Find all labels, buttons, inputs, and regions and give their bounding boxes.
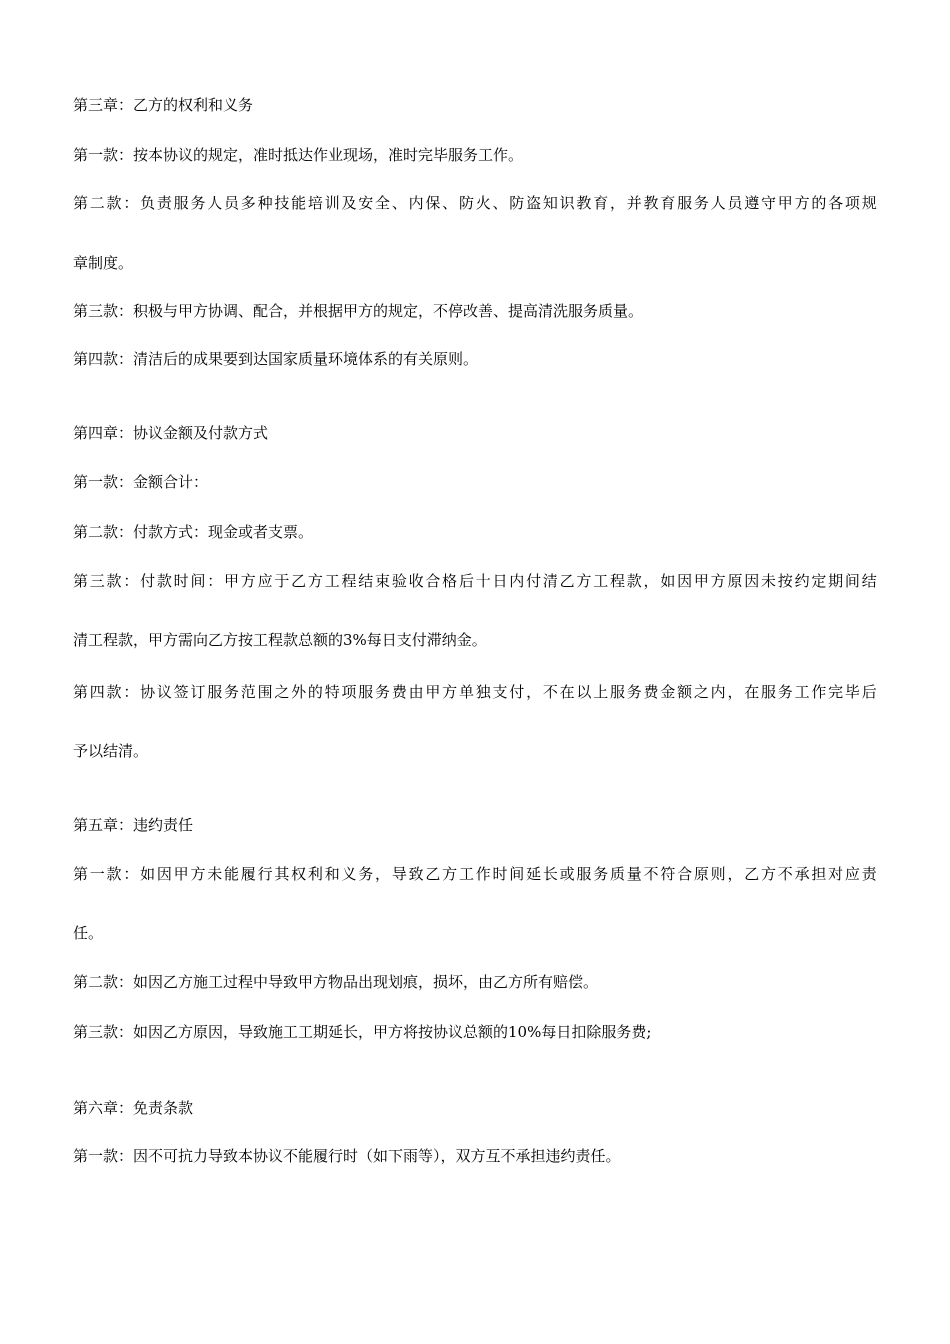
chapter-5-clause-1-line-1: 第一款：如因甲方未能履行其权利和义务，导致乙方工作时间延长或服务质量不符合原则，乙方不承担对应责 (73, 865, 877, 883)
chapter-4-clause-4-line-2: 予以结清。 (73, 742, 149, 760)
chapter-3-clause-2-line-1: 第二款：负责服务人员多种技能培训及安全、内保、防火、防盗知识教育，并教育服务人员遵守甲方的各项规 (73, 194, 877, 212)
chapter-3-clause-2-line-2: 章制度。 (73, 254, 134, 272)
chapter-3-heading: 第三章：乙方的权利和义务 (73, 96, 254, 114)
chapter-4-clause-2: 第二款：付款方式：现金或者支票。 (73, 523, 314, 541)
chapter-3-clause-4: 第四款：清洁后的成果要到达国家质量环境体系的有关原则。 (73, 350, 479, 368)
chapter-4-heading: 第四章：协议金额及付款方式 (73, 424, 269, 442)
chapter-5-clause-3: 第三款：如因乙方原因，导致施工工期延长，甲方将按协议总额的10%每日扣除服务费; (73, 1023, 652, 1041)
chapter-4-clause-1: 第一款：金额合计： (73, 473, 209, 491)
chapter-5-clause-1-line-2: 任。 (73, 924, 104, 942)
chapter-3-clause-1: 第一款：按本协议的规定，准时抵达作业现场，准时完毕服务工作。 (73, 146, 524, 164)
chapter-4-clause-3-line-2: 清工程款，甲方需向乙方按工程款总额的3%每日支付滞纳金。 (73, 631, 487, 649)
chapter-4-clause-3-line-1: 第三款：付款时间：甲方应于乙方工程结束验收合格后十日内付清乙方工程款，如因甲方原因未按约定期间结 (73, 572, 877, 590)
chapter-3-clause-3: 第三款：积极与甲方协调、配合，并根据甲方的规定，不停改善、提高清洗服务质量。 (73, 302, 644, 320)
chapter-6-clause-1: 第一款：因不可抗力导致本协议不能履行时（如下雨等），双方互不承担违约责任。 (73, 1147, 621, 1165)
chapter-4-clause-4-line-1: 第四款：协议签订服务范围之外的特项服务费由甲方单独支付，不在以上服务费金额之内，在服务工作完毕后 (73, 683, 877, 701)
chapter-5-clause-2: 第二款：如因乙方施工过程中导致甲方物品出现划痕，损坏，由乙方所有赔偿。 (73, 973, 599, 991)
chapter-5-heading: 第五章：违约责任 (73, 816, 194, 834)
chapter-6-heading: 第六章：免责条款 (73, 1099, 194, 1117)
